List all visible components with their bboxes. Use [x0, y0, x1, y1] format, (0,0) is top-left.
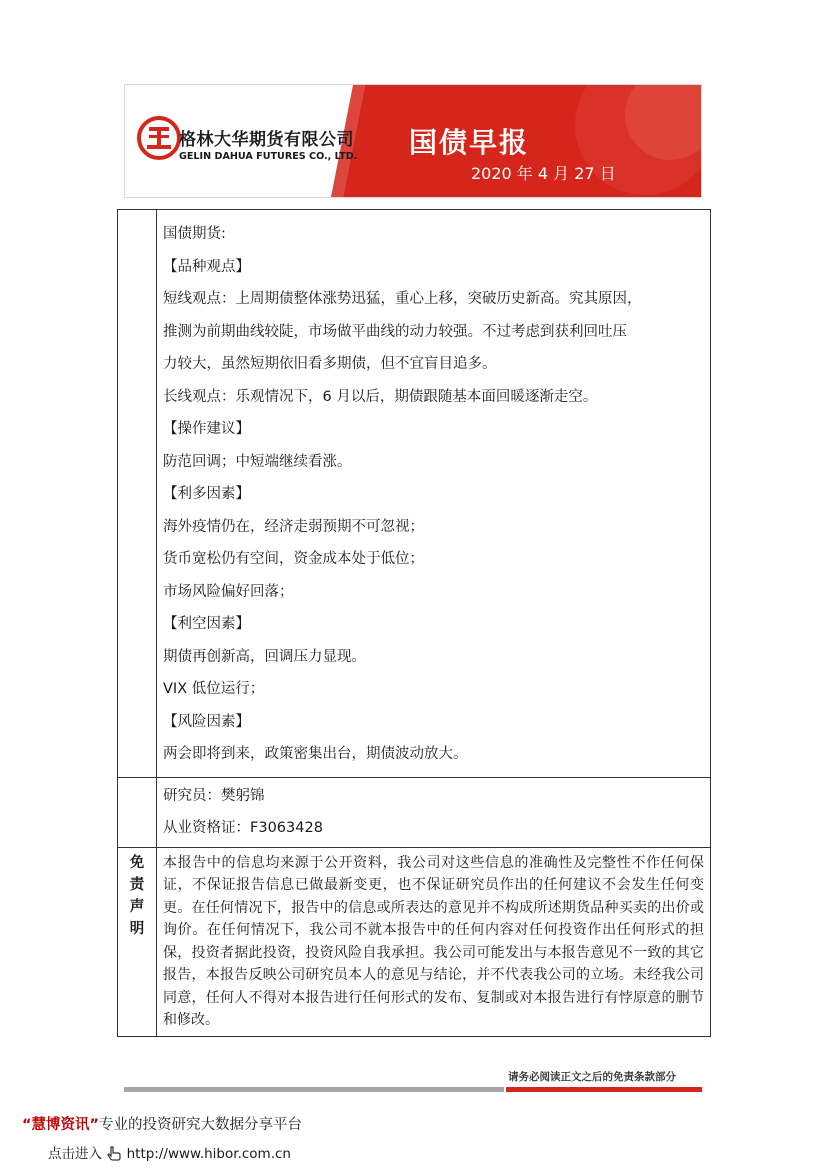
- bear-factor: VIX 低位运行；: [163, 681, 265, 697]
- researcher-row: [118, 777, 711, 847]
- advice-text: 防范回调；中短端继续看涨。: [163, 453, 352, 470]
- bull-factor: 海外疫情仍在，经济走弱预期不可忽视；: [163, 518, 424, 535]
- bull-factor: 市场风险偏好回落；: [163, 583, 294, 600]
- long-view: 长线观点：乐观情况下，6 月以后，期债跟随基本面回暖逐渐走空。: [163, 388, 598, 405]
- content-cell: [157, 210, 711, 778]
- disclaimer-text: 本报告中的信息均来源于公开资料，我公司对这些信息的准确性及完整性不作任何保证，不保证报告信息已做最新变更，也不保证研究员作出的任何建议不会发生任何变更。在任何情况下，报告中的信息或所表达的意见并不构成所述期货品种买卖的出价或询价。在任何情况下，我公司不就本报告中的任何内容对任何投资作出任何形式的担保，投资者据此投资，投资风险自我承担。我公司可能发出与本报告意见不一致的其它报告，本报告反映公司研究员本人的意见与结论，并不代表我公司的立场。未经我公司同意，任何人不得对本报告进行任何形式的发布、复制或对本报告进行有悖原意的删节和修改。: [157, 847, 711, 1036]
- company-logo-icon: [136, 115, 182, 161]
- footer-rule-gray: [124, 1087, 504, 1092]
- short-view-line-3: 力较大，虽然短期依旧看多期债，但不宜盲目追多。: [163, 356, 497, 372]
- footer-note: 请务必阅读正文之后的免责条款部分: [508, 1071, 676, 1083]
- researcher-name: 研究员：樊躬锦: [163, 787, 265, 804]
- view-heading: 【品种观点】: [163, 258, 250, 275]
- disclaimer-label-char: 责: [129, 876, 145, 893]
- report-table: [117, 209, 711, 1037]
- promo-brand: “慧博资讯”: [22, 1117, 100, 1133]
- disclaimer-label-char: 声: [129, 898, 145, 915]
- disclaimer-label-char: 免: [129, 854, 145, 871]
- advice-heading: 【操作建议】: [163, 421, 250, 437]
- researcher-cell: [157, 777, 711, 847]
- risk-text: 两会即将到来，政策密集出台，期债波动放大。: [163, 746, 468, 762]
- promo-url[interactable]: http://www.hibor.com.cn: [126, 1146, 291, 1162]
- company-name-cn: 格林大华期货有限公司: [179, 130, 354, 150]
- footer-rule-red: [506, 1087, 702, 1092]
- researcher-label-cell: [118, 777, 157, 847]
- promo-link-prefix: 点击进入: [48, 1146, 102, 1162]
- short-view-line-2: 推测为前期曲线较陡，市场做平曲线的动力较强。不过考虑到获利回吐压: [163, 323, 627, 340]
- risk-heading: 【风险因素】: [163, 713, 250, 730]
- bull-factor: 货币宽松仍有空间，资金成本处于低位；: [163, 551, 424, 567]
- bull-heading: 【利多因素】: [163, 486, 250, 502]
- promo-text: 专业的投资研究大数据分享平台: [99, 1117, 303, 1133]
- company-name-en: GELIN DAHUA FUTURES CO., LTD.: [179, 151, 358, 162]
- content-row: [118, 210, 711, 778]
- disclaimer-label-char: 明: [129, 920, 145, 937]
- disclaimer-row: [118, 847, 711, 1036]
- promo-line: [22, 1113, 302, 1134]
- left-label-cell: [118, 210, 157, 778]
- disclaimer-label: [118, 847, 157, 1036]
- promo-link-line[interactable]: [48, 1142, 291, 1162]
- bear-heading: 【利空因素】: [163, 616, 250, 632]
- report-date: 2020 年 4 月 27 日: [471, 164, 616, 183]
- section-title: 国债期货:: [163, 226, 226, 242]
- bear-factor: 期债再创新高，回调压力显现。: [163, 648, 366, 665]
- researcher-cert: 从业资格证：F3063428: [163, 820, 323, 836]
- report-title: 国债早报: [409, 126, 530, 159]
- report-banner: [124, 84, 702, 198]
- pointing-hand-icon: [106, 1145, 122, 1161]
- short-view-line-1: 短线观点：上周期债整体涨势迅猛，重心上移，突破历史新高。究其原因，: [163, 291, 642, 307]
